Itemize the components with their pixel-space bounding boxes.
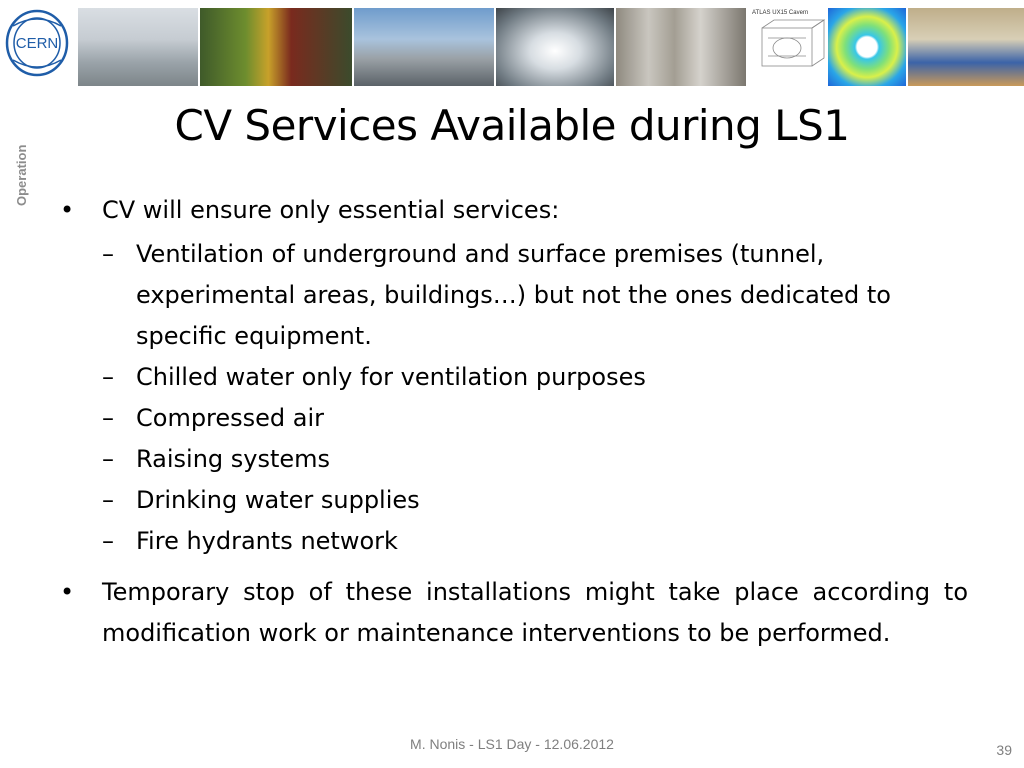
cern-logo xyxy=(3,6,71,80)
sub-bullet-list xyxy=(58,234,968,562)
bullet-text: CV will ensure only essential services: xyxy=(102,196,560,224)
sub-bullet-item xyxy=(58,357,968,398)
bullet-text: Temporary stop of these installations might take place according to modification work or maintenance interventions to be performed. xyxy=(102,578,968,647)
logo-text: CERN xyxy=(15,35,59,52)
sub-bullet-text: Drinking water supplies xyxy=(136,486,420,514)
cavern-diagram-photo xyxy=(748,8,826,86)
bullet-dot-icon: • xyxy=(60,578,75,606)
dash-icon: – xyxy=(102,486,114,514)
slide-title: CV Services Available during LS1 xyxy=(174,101,850,150)
cavern-caption: ATLAS UX15 Cavern xyxy=(752,10,809,16)
page-number: 39 xyxy=(996,742,1012,758)
cooling-towers-photo xyxy=(78,8,198,86)
tunnel-photo xyxy=(496,8,614,86)
sub-bullet-item xyxy=(58,480,968,521)
header-banner xyxy=(0,0,1024,86)
sub-bullet-item xyxy=(58,439,968,480)
side-label: Operation xyxy=(14,144,29,206)
pump-station-photo xyxy=(200,8,352,86)
sub-bullet-text: Fire hydrants network xyxy=(136,527,398,555)
sub-bullet-text: Raising systems xyxy=(136,445,331,473)
cavern-sketch xyxy=(748,8,826,86)
slide-body xyxy=(58,190,968,654)
logo-box xyxy=(0,0,76,86)
footer-text: M. Nonis - LS1 Day - 12.06.2012 xyxy=(410,736,614,752)
dash-icon: – xyxy=(102,404,114,432)
dash-icon: – xyxy=(102,445,114,473)
tanks-photo xyxy=(616,8,746,86)
sub-bullet-item xyxy=(58,234,968,357)
simulation-photo xyxy=(828,8,906,86)
dash-icon: – xyxy=(102,527,114,555)
pump-room-photo xyxy=(908,8,1024,86)
bullet-item xyxy=(58,572,968,654)
sub-bullet-item xyxy=(58,398,968,439)
rooftop-units-photo xyxy=(354,8,494,86)
sub-bullet-text: Ventilation of underground and surface premises (tunnel, experimental areas, buildings…) but not the ones dedicated to specific equipment. xyxy=(136,240,891,350)
sub-bullet-item xyxy=(58,521,968,562)
dash-icon: – xyxy=(102,363,114,391)
bullet-item xyxy=(58,190,968,230)
bullet-dot-icon: • xyxy=(60,196,75,224)
sub-bullet-text: Chilled water only for ventilation purposes xyxy=(136,363,646,391)
sub-bullet-text: Compressed air xyxy=(136,404,325,432)
dash-icon: – xyxy=(102,240,114,268)
